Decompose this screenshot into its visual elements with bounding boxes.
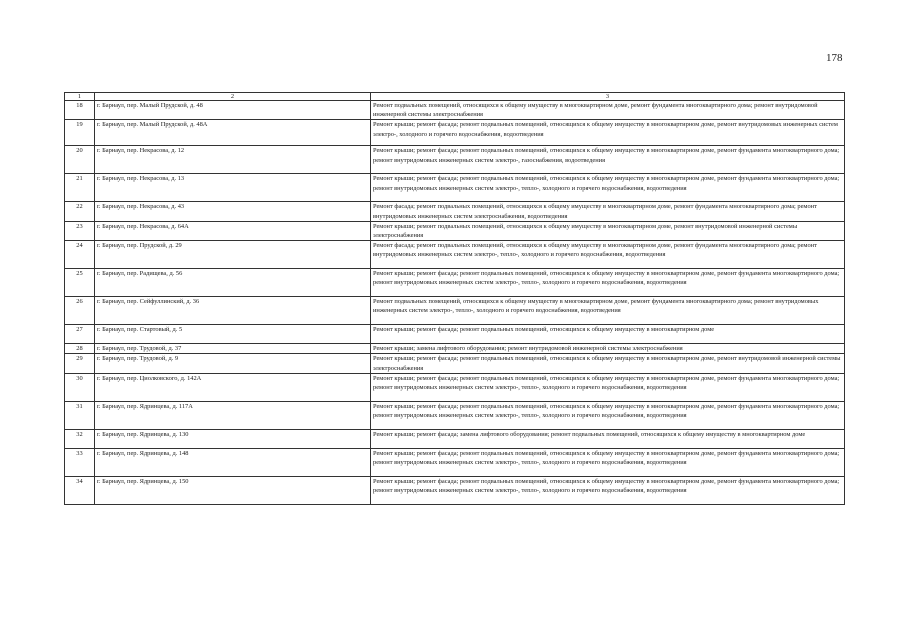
table-row [65, 269, 845, 297]
row-works: Ремонт крыши; ремонт подвальных помещений, относящихся к общему имуществу в многоквартирном доме, ремонт внутридомовой инженерной системы электроснабжения [371, 221, 845, 240]
row-address: г. Барнаул, пер. Ядринцева, д. 148 [95, 448, 371, 476]
row-address: г. Барнаул, пер. Прудской, д. 29 [95, 241, 371, 269]
row-number: 31 [65, 401, 95, 429]
row-number: 34 [65, 476, 95, 504]
row-address: г. Барнаул, пер. Ядринцева, д. 117А [95, 401, 371, 429]
row-address: г. Барнаул, пер. Радищева, д. 56 [95, 269, 371, 297]
table-row [65, 325, 845, 344]
row-number: 24 [65, 241, 95, 269]
table-row [65, 448, 845, 476]
row-number: 25 [65, 269, 95, 297]
row-number: 33 [65, 448, 95, 476]
table-row [65, 241, 845, 269]
row-address: г. Барнаул, пер. Некрасова, д. 13 [95, 174, 371, 202]
header-col-2: 2 [95, 93, 371, 101]
row-number: 27 [65, 325, 95, 344]
row-works: Ремонт крыши; ремонт фасада; ремонт подвальных помещений, относящихся к общему имуществу в многоквартирном доме, ремонт фундамента многоквартирного дома; ремонт внутридомовых инженерных систем электро-, газоснабжения, водоотведения [371, 146, 845, 174]
table-row [65, 401, 845, 429]
table-row [65, 354, 845, 373]
table-row [65, 146, 845, 174]
row-number: 28 [65, 344, 95, 354]
header-col-3: 3 [371, 93, 845, 101]
row-address: г. Барнаул, пер. Трудовой, д. 37 [95, 344, 371, 354]
row-address: г. Барнаул, пер. Ядринцева, д. 150 [95, 476, 371, 504]
table-header [65, 93, 845, 101]
row-address: г. Барнаул, пер. Циолковского, д. 142А [95, 373, 371, 401]
row-address: г. Барнаул, пер. Стартовый, д. 5 [95, 325, 371, 344]
header-col-1: 1 [65, 93, 95, 101]
table-row [65, 297, 845, 325]
row-number: 18 [65, 101, 95, 120]
table-row [65, 101, 845, 120]
row-works: Ремонт крыши; ремонт фасада; замена лифтового оборудования; ремонт подвальных помещений, относящихся к общему имуществу в многоквартирном доме [371, 429, 845, 448]
row-address: г. Барнаул, пер. Некрасова, д. 43 [95, 202, 371, 221]
row-works: Ремонт крыши; ремонт фасада; ремонт подвальных помещений, относящихся к общему имуществу в многоквартирном доме, ремонт фундамента многоквартирного дома; ремонт внутридомовых инженерных систем электро-, тепло-, холодного и горячего водоснабжения, водоотведения [371, 401, 845, 429]
row-works: Ремонт крыши; ремонт фасада; ремонт подвальных помещений, относящихся к общему имуществу в многоквартирном доме, ремонт фундамента многоквартирного дома; ремонт внутридомовых инженерных систем электро-, тепло-, холодного и горячего водоснабжения, водоотведения [371, 373, 845, 401]
header-row [65, 93, 845, 101]
row-works: Ремонт крыши; ремонт фасада; ремонт подвальных помещений, относящихся к общему имуществу в многоквартирном доме, ремонт внутридомовых инженерных систем электро-, холодного и горячего водоснабжения, водоотведения [371, 120, 845, 146]
row-address: г. Барнаул, пер. Некрасова, д. 12 [95, 146, 371, 174]
row-works: Ремонт крыши; ремонт фасада; ремонт подвальных помещений, относящихся к общему имуществу в многоквартирном доме, ремонт фундамента многоквартирного дома; ремонт внутридомовых инженерных систем электро-, тепло-, холодного и горячего водоснабжения, водоотведения [371, 448, 845, 476]
table-row [65, 344, 845, 354]
page-number: 178 [826, 52, 843, 64]
row-address: г. Барнаул, пер. Сейфуллинский, д. 36 [95, 297, 371, 325]
row-address: г. Барнаул, пер. Малый Прудской, д. 48А [95, 120, 371, 146]
row-address: г. Барнаул, пер. Малый Прудской, д. 48 [95, 101, 371, 120]
row-address: г. Барнаул, пер. Ядринцева, д. 130 [95, 429, 371, 448]
repair-register-table [64, 92, 845, 505]
row-number: 29 [65, 354, 95, 373]
table-row [65, 476, 845, 504]
row-number: 22 [65, 202, 95, 221]
row-number: 26 [65, 297, 95, 325]
table-row [65, 120, 845, 146]
row-number: 32 [65, 429, 95, 448]
row-works: Ремонт крыши; ремонт фасада; ремонт подвальных помещений, относящихся к общему имуществу в многоквартирном доме, ремонт фундамента многоквартирного дома; ремонт внутридомовых инженерных систем электро-, тепло-, холодного и горячего водоснабжения, водоотведения [371, 476, 845, 504]
table-row [65, 221, 845, 240]
table-row [65, 174, 845, 202]
row-works: Ремонт крыши; замена лифтового оборудования; ремонт внутридомовой инженерной системы электроснабжения [371, 344, 845, 354]
row-address: г. Барнаул, пер. Трудовой, д. 9 [95, 354, 371, 373]
row-number: 20 [65, 146, 95, 174]
row-works: Ремонт фасада; ремонт подвальных помещений, относящихся к общему имуществу в многоквартирном доме, ремонт фундамента многоквартирного дома; ремонт внутридомовых инженерных систем электро-, тепло-, холодного и горячего водоснабжения, водоотведения [371, 241, 845, 269]
table-row [65, 202, 845, 221]
row-works: Ремонт подвальных помещений, относящихся к общему имуществу в многоквартирном доме, ремонт фундамента многоквартирного дома; ремонт внутридомовой инженерной системы электроснабжения [371, 101, 845, 120]
table-body [65, 101, 845, 505]
row-works: Ремонт фасада; ремонт подвальных помещений, относящихся к общему имуществу в многоквартирном доме, ремонт фундамента многоквартирного дома; ремонт внутридомовых инженерных систем электроснабжения, водоотведения [371, 202, 845, 221]
row-address: г. Барнаул, пер. Некрасова, д. 64А [95, 221, 371, 240]
row-number: 19 [65, 120, 95, 146]
table-row [65, 373, 845, 401]
row-works: Ремонт крыши; ремонт фасада; ремонт подвальных помещений, относящихся к общему имуществу в многоквартирном доме [371, 325, 845, 344]
row-number: 30 [65, 373, 95, 401]
row-works: Ремонт крыши; ремонт фасада; ремонт подвальных помещений, относящихся к общему имуществу в многоквартирном доме, ремонт фундамента многоквартирного дома; ремонт внутридомовых инженерных систем электро-, тепло-, холодного и горячего водоснабжения, водоотведения [371, 269, 845, 297]
row-works: Ремонт крыши; ремонт фасада; ремонт подвальных помещений, относящихся к общему имуществу в многоквартирном доме, ремонт внутридомовой инженерной системы электроснабжения [371, 354, 845, 373]
row-works: Ремонт крыши; ремонт фасада; ремонт подвальных помещений, относящихся к общему имуществу в многоквартирном доме, ремонт фундамента многоквартирного дома; ремонт внутридомовых инженерных систем электро-, тепло-, холодного и горячего водоснабжения, водоотведения [371, 174, 845, 202]
table-row [65, 429, 845, 448]
row-works: Ремонт подвальных помещений, относящихся к общему имуществу в многоквартирном доме, ремонт фундамента многоквартирного дома; ремонт внутридомовых инженерных систем электро-, тепло-, холодного и горячего водоснабжения, водоотведения [371, 297, 845, 325]
row-number: 23 [65, 221, 95, 240]
row-number: 21 [65, 174, 95, 202]
